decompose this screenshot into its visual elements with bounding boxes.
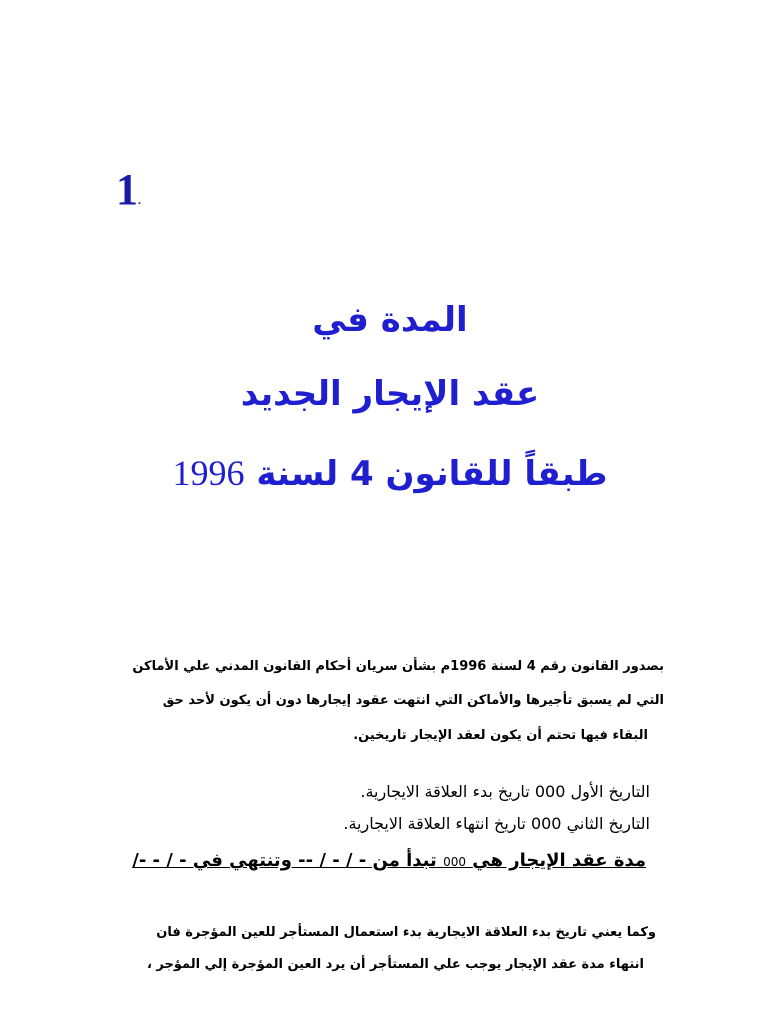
lease-duration-heading [118,850,646,873]
first-date-line: التاريخ الأول 000 تاريخ بدء العلاقة الايجارية. [360,782,650,801]
page-number-value: 1 [116,165,138,214]
title-line-2: عقد الإيجار الجديد [240,374,540,414]
intro-line-3: البقاء فيها تحتم أن يكون لعقد الإيجار تاريخين. [353,728,648,743]
title-line-3 [100,452,680,494]
title-year: 1996 [172,453,245,493]
duration-label: مدة عقد الإيجار هي [472,850,646,871]
page-number-suffix: . [138,193,141,207]
intro-line-2: التي لم يسبق تأجيرها والأماكن التي انتهت عقود إيجارها دون أن يكون لأحد حق [162,693,664,708]
duration-dates: تبدأ من - / - / -- وتنتهي في - / - -/ [132,850,437,871]
closing-line-1: وكما يعني تاريخ بدء العلاقة الايجارية بدء استعمال المستأجر للعين المؤجرة فان [156,925,656,940]
page-number [116,165,141,214]
intro-line-1: بصدور القانون رقم 4 لسنة 1996م بشأن سريان أحكام القانون المدني علي الأماكن [132,659,664,674]
closing-line-2: انتهاء مدة عقد الإيجار يوجب علي المستأجر أن يرد العين المؤجرة إلي المؤجر ، [146,957,644,972]
second-date-line: التاريخ الثاني 000 تاريخ انتهاء العلاقة الايجارية. [343,814,650,833]
title-line-1: المدة في [312,300,468,340]
duration-zeros: 000 [443,855,466,869]
title-line-3-text: طبقاً للقانون 4 لسنة [256,454,608,494]
